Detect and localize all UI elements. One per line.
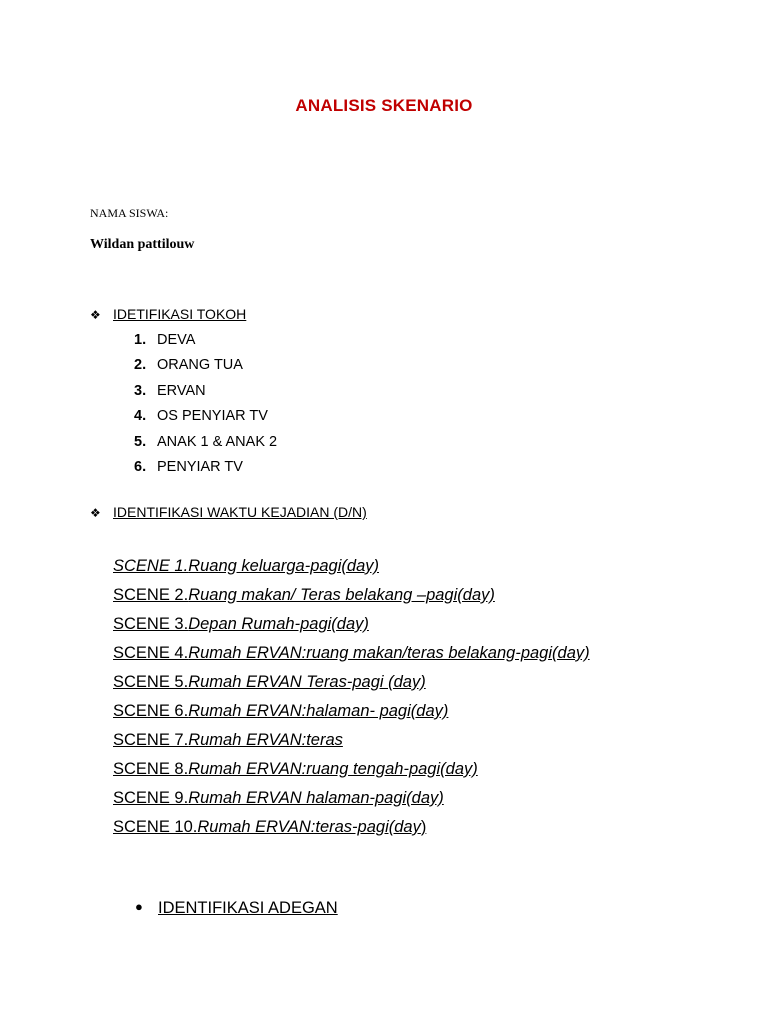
document-title: ANALISIS SKENARIO: [295, 96, 473, 115]
section-waktu: [90, 504, 367, 521]
section-tokoh: [90, 306, 246, 323]
scene-item: [113, 699, 590, 728]
list-item: [134, 406, 277, 431]
scene-item: [113, 757, 590, 786]
scene-prefix: SCENE 9.: [113, 789, 189, 807]
scene-item: [113, 583, 590, 612]
list-number: 3.: [134, 382, 147, 399]
list-number: 5.: [134, 433, 147, 450]
list-number: 6.: [134, 458, 147, 475]
scene-location: Depan Rumah-pagi(day): [188, 615, 369, 633]
tokoh-name: ORANG TUA: [157, 357, 243, 374]
scene-item: [113, 641, 590, 670]
list-number: 1.: [134, 332, 147, 348]
tokoh-list: [134, 330, 277, 482]
tokoh-name: ANAK 1 & ANAK 2: [157, 433, 278, 450]
scene-item: [113, 786, 590, 815]
diamond-bullet-icon: ❖: [90, 308, 101, 322]
scene-location: Rumah ERVAN halaman-pagi(day): [188, 789, 444, 807]
scene-prefix: SCENE 6.: [113, 702, 189, 720]
section-tokoh-heading: IDETIFIKASI TOKOH: [113, 306, 247, 322]
list-item: [134, 330, 277, 355]
list-number: 4.: [134, 408, 147, 425]
scene-location: Rumah ERVAN:halaman- pagi(day): [188, 702, 449, 720]
scene-suffix: ): [420, 818, 427, 836]
section-waktu-heading: IDENTIFIKASI WAKTU KEJADIAN (D/N): [113, 504, 367, 520]
list-item: [134, 381, 277, 406]
student-label: NAMA SISWA:: [90, 206, 169, 220]
diamond-bullet-icon: ❖: [90, 506, 101, 520]
student-name: Wildan pattilouw: [90, 237, 195, 252]
scene-prefix: SCENE 5.: [113, 673, 189, 691]
scene-location: Rumah ERVAN:teras: [188, 731, 343, 749]
scene-location: Rumah ERVAN Teras-pagi (day): [188, 673, 426, 691]
scene-item: [113, 670, 590, 699]
tokoh-name: ERVAN: [157, 382, 206, 399]
scene-prefix: SCENE 10.: [113, 818, 198, 836]
tokoh-name: OS PENYIAR TV: [157, 408, 268, 425]
round-bullet-icon: ●: [135, 899, 143, 914]
scene-location: Rumah ERVAN:teras-pagi(day: [197, 818, 421, 836]
scene-prefix: SCENE 7.: [113, 731, 189, 749]
scene-item: [113, 554, 590, 583]
scene-item: [113, 815, 590, 844]
scene-prefix: SCENE 1.: [113, 557, 189, 575]
scene-location: Ruang makan/ Teras belakang –pagi(day): [188, 586, 495, 604]
scene-prefix: SCENE 3.: [113, 615, 189, 633]
section-adegan: [135, 899, 338, 918]
list-number: 2.: [134, 357, 147, 374]
section-adegan-heading: IDENTIFIKASI ADEGAN: [158, 899, 338, 917]
scene-prefix: SCENE 4.: [113, 644, 189, 662]
scene-list: [113, 554, 590, 844]
scene-location: Rumah ERVAN:ruang tengah-pagi(day): [188, 760, 478, 778]
list-item: [134, 355, 277, 380]
scene-location: Rumah ERVAN:ruang makan/teras belakang-pagi(day): [188, 644, 590, 662]
scene-prefix: SCENE 8.: [113, 760, 189, 778]
scene-item: [113, 612, 590, 641]
tokoh-name: DEVA: [157, 332, 196, 348]
list-item: [134, 432, 277, 457]
scene-prefix: SCENE 2.: [113, 586, 189, 604]
list-item: [134, 457, 277, 482]
scene-location: Ruang keluarga-pagi(day): [188, 557, 379, 575]
scene-item: [113, 728, 590, 757]
tokoh-name: PENYIAR TV: [157, 458, 243, 475]
